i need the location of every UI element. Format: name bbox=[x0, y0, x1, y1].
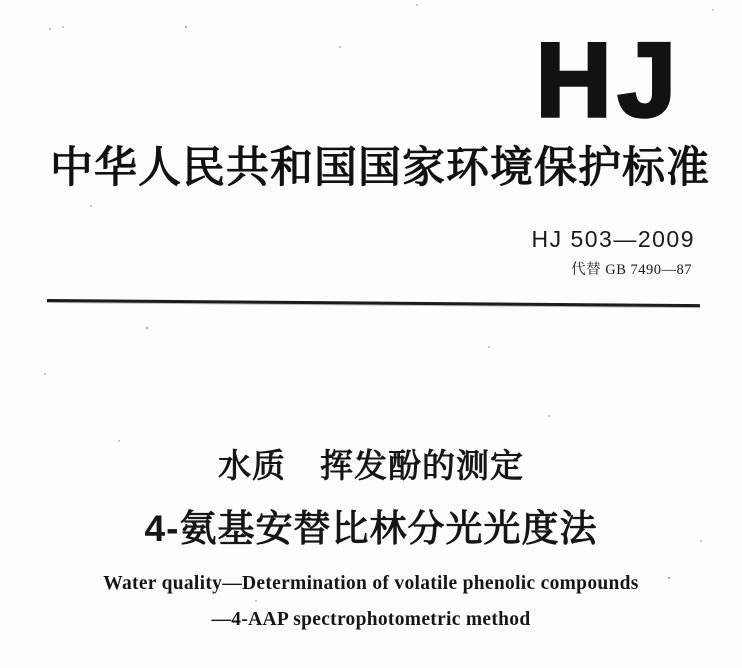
document-title-zh-line1: 水质 挥发酚的测定 bbox=[218, 447, 524, 484]
hj-agency-logo: HJ bbox=[535, 22, 682, 139]
scan-speck bbox=[146, 327, 148, 329]
standard-number-block bbox=[531, 228, 695, 279]
standard-code: HJ 503—2009 bbox=[531, 226, 695, 252]
scan-speck bbox=[548, 415, 550, 417]
scan-speck bbox=[255, 600, 257, 602]
scan-speck bbox=[339, 46, 341, 48]
scan-speck bbox=[49, 28, 51, 30]
document-title-zh-line2: 4-氨基安替比林分光光度法 bbox=[144, 508, 598, 549]
scan-speck bbox=[90, 205, 92, 207]
scan-speck bbox=[416, 4, 418, 6]
scan-speck bbox=[118, 440, 120, 442]
scan-speck bbox=[62, 26, 64, 28]
document-title-en-line2: —4-AAP spectrophotometric method bbox=[211, 609, 531, 630]
scan-speck bbox=[712, 9, 714, 11]
national-standard-header: 中华人民共和国国家环境保护标准 bbox=[50, 145, 710, 192]
document-title-en-line1: Water quality—Determination of volatile phenolic compounds bbox=[103, 573, 639, 594]
scan-speck bbox=[185, 26, 187, 28]
replaces-note: 代替 GB 7490—87 bbox=[571, 262, 692, 278]
scan-speck bbox=[488, 346, 490, 348]
scan-speck bbox=[668, 577, 670, 579]
scan-speck bbox=[700, 540, 702, 542]
header-divider-rule bbox=[47, 299, 700, 307]
scan-speck bbox=[44, 373, 46, 375]
